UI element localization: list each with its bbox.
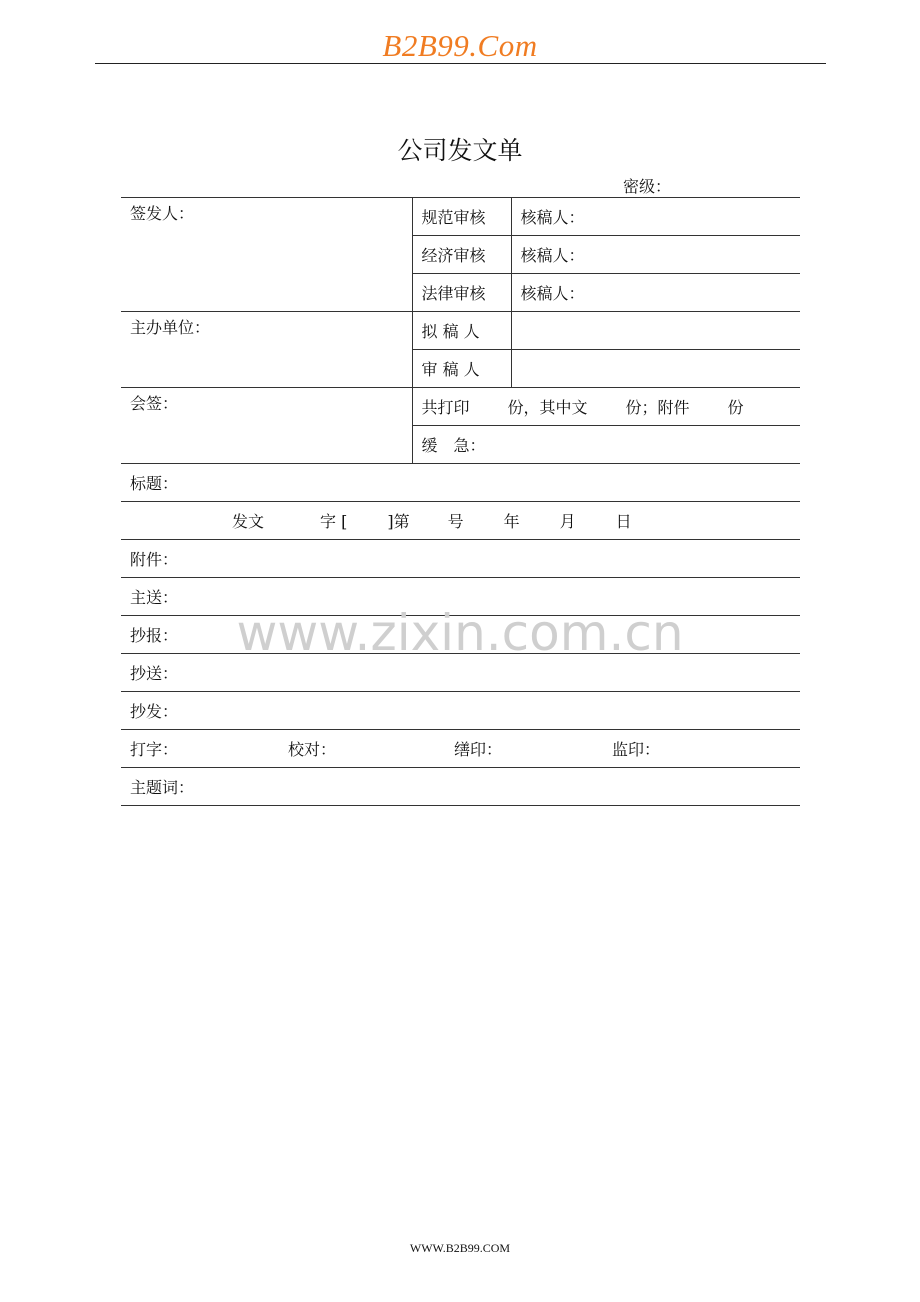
reviewer-economic-field[interactable] [511, 236, 800, 274]
signer-cell[interactable] [121, 198, 412, 312]
doc-number-month: 月 [559, 512, 576, 531]
footer-url: WWW.B2B99.COM [409, 1241, 511, 1255]
watermark: www.zixin.com.cn [236, 604, 684, 662]
secrecy-label: 密级： [623, 177, 672, 196]
copy-to-field[interactable] [121, 654, 800, 692]
report-to-label: 抄报： [130, 626, 179, 645]
distribute-field[interactable] [121, 692, 800, 730]
doc-number-hao: 号 [447, 512, 464, 531]
reviewer-label: 核稿人： [520, 246, 585, 265]
print-total-label: 共打印 [421, 398, 470, 417]
main-recipient-label: 主送： [130, 588, 179, 607]
production-row[interactable] [121, 730, 800, 768]
header-divider [95, 63, 826, 64]
doc-number-zi: 字 [ [320, 512, 348, 531]
reviewer-standard-field[interactable] [511, 198, 800, 236]
page-title: 公司发文单 [397, 136, 523, 165]
subject-field[interactable] [121, 464, 800, 502]
host-unit-label: 主办单位： [130, 318, 211, 337]
review-type-legal: 法律审核 [412, 274, 511, 312]
signer-label: 签发人： [130, 204, 195, 223]
doc-number-di: ]第 [387, 512, 410, 531]
checker-field[interactable] [511, 350, 800, 388]
printer-label: 缮印： [454, 740, 503, 759]
countersign-label: 会签： [130, 394, 179, 413]
print-attachment-copies-label: 份 [727, 398, 744, 417]
attachment-label: 附件： [130, 550, 179, 569]
supervisor-label: 监印： [612, 740, 661, 759]
urgency-label: 缓 急： [421, 436, 486, 455]
doc-number-fawen: 发文 [232, 512, 265, 531]
review-type-economic: 经济审核 [412, 236, 511, 274]
main-recipient-field[interactable] [121, 578, 800, 616]
report-to-field[interactable] [121, 616, 800, 654]
copy-to-label: 抄送： [130, 664, 179, 683]
host-unit-cell[interactable] [121, 312, 412, 388]
keywords-label: 主题词： [130, 778, 195, 797]
reviewer-label: 核稿人： [520, 208, 585, 227]
print-count-field[interactable] [412, 388, 800, 426]
checker-label: 审 稿 人 [412, 350, 511, 388]
print-attachment-label: 份；附件 [625, 398, 690, 417]
drafter-field[interactable] [511, 312, 800, 350]
reviewer-legal-field[interactable] [511, 274, 800, 312]
distribute-label: 抄发： [130, 702, 179, 721]
review-type-standard: 规范审核 [412, 198, 511, 236]
proofreader-label: 校对： [288, 740, 337, 759]
attachment-field[interactable] [121, 540, 800, 578]
print-copies-label: 份，其中文 [507, 398, 588, 417]
doc-number-year: 年 [503, 512, 520, 531]
countersign-cell[interactable] [121, 388, 412, 464]
subject-label: 标题： [130, 474, 179, 493]
reviewer-label: 核稿人： [520, 284, 585, 303]
typist-label: 打字： [130, 740, 179, 759]
document-number-row[interactable] [121, 502, 800, 540]
dispatch-form [121, 197, 800, 806]
doc-number-day: 日 [615, 512, 632, 531]
urgency-field[interactable] [412, 426, 800, 464]
drafter-label: 拟 稿 人 [412, 312, 511, 350]
keywords-field[interactable] [121, 768, 800, 806]
site-logo: B2B99.Com [382, 28, 538, 63]
